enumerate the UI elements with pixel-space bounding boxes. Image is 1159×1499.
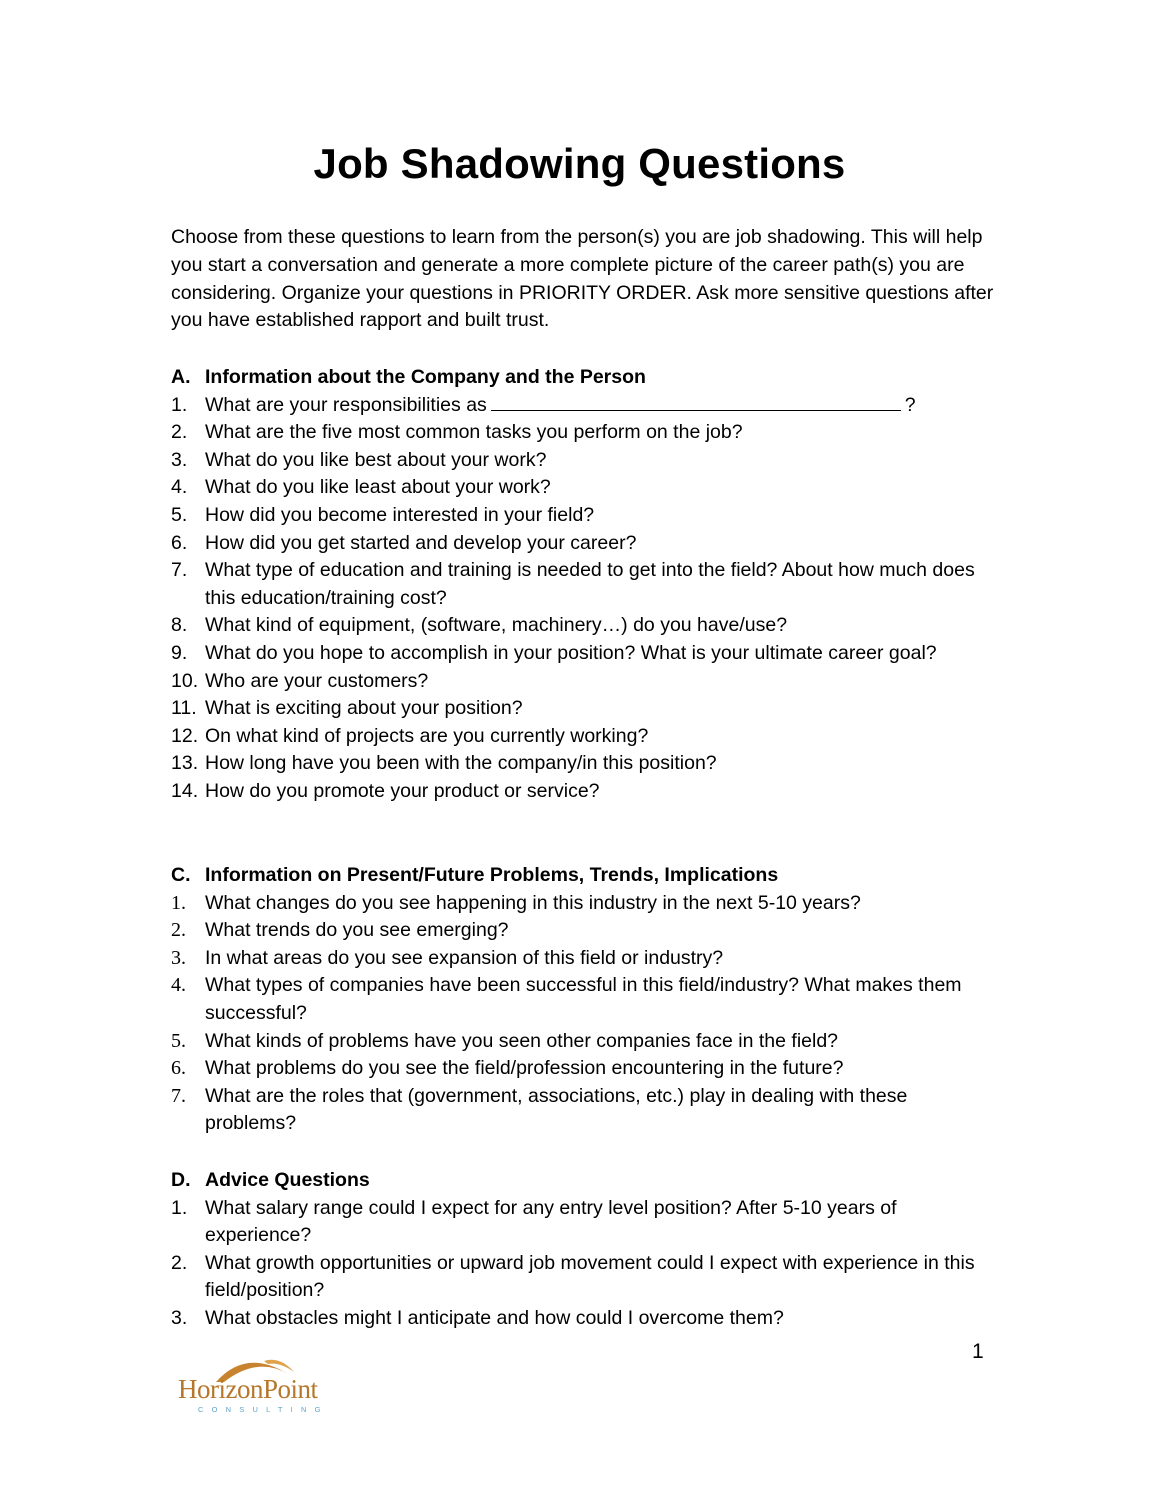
item-text: What do you hope to accomplish in your position? What is your ultimate career goal? — [205, 641, 937, 664]
item-text: What problems do you see the field/profession encountering in the future? — [205, 1057, 844, 1080]
list-item — [171, 890, 1001, 918]
item-number: 4. — [171, 476, 188, 499]
list-item — [171, 723, 1001, 751]
section-heading — [171, 364, 1001, 392]
item-text: What kinds of problems have you seen other companies face in the field? — [205, 1029, 839, 1052]
item-number: 1. — [171, 393, 188, 416]
logo-wordmark: HorizonPoint — [178, 1374, 318, 1404]
item-text: What are the roles that (government, associations, etc.) play in dealing with these problems? — [205, 1084, 908, 1135]
section-company-person — [171, 364, 1001, 806]
item-number: 10. — [171, 669, 199, 692]
item-text: What kind of equipment, (software, machinery…) do you have/use? — [205, 614, 788, 637]
item-text: What changes do you see happening in this industry in the next 5-10 years? — [205, 891, 861, 914]
list-item — [171, 1250, 1001, 1305]
section-marker: D. — [171, 1169, 191, 1191]
item-text: What types of companies have been successful in this field/industry? What makes them successful? — [205, 974, 962, 1024]
section-heading — [171, 862, 1001, 890]
list-item — [171, 1083, 1001, 1138]
section-advice — [171, 1167, 1001, 1333]
item-number: 3. — [171, 448, 188, 471]
list-item — [171, 695, 1001, 723]
item-text: What are the five most common tasks you perform on the job? — [205, 421, 743, 444]
item-text: In what areas do you see expansion of this field or industry? — [205, 946, 724, 969]
item-text: What are your responsibilities as — [205, 393, 487, 416]
item-number: 6. — [171, 1057, 186, 1080]
item-number: 12. — [171, 724, 199, 747]
item-text: What do you like least about your work? — [205, 476, 551, 499]
item-text: What salary range could I expect for any entry level position? After 5-10 years of experience? — [205, 1196, 897, 1247]
section-marker: C. — [171, 864, 191, 886]
item-number: 7. — [171, 559, 188, 582]
item-text: What trends do you see emerging? — [205, 919, 509, 942]
item-number: 14. — [171, 779, 199, 802]
list-item — [171, 750, 1001, 778]
item-number: 11. — [171, 697, 197, 720]
item-text: On what kind of projects are you currently working? — [205, 724, 649, 747]
item-number: 2. — [171, 919, 186, 942]
company-logo — [176, 1352, 346, 1422]
list-item — [171, 778, 1001, 806]
item-number: 1. — [171, 1196, 188, 1219]
list-item — [171, 474, 1001, 502]
list-item — [171, 502, 1001, 530]
section-problems-trends — [171, 862, 1001, 1138]
item-number: 9. — [171, 641, 188, 664]
logo-tagline: CONSULTING — [198, 1405, 329, 1414]
item-text: How do you promote your product or service? — [205, 779, 600, 802]
item-number: 3. — [171, 946, 186, 969]
fill-in-blank[interactable] — [491, 392, 901, 411]
item-text: How did you become interested in your field? — [205, 503, 595, 526]
list-item — [171, 1055, 1001, 1083]
item-number: 8. — [171, 614, 188, 637]
item-text: What do you like best about your work? — [205, 448, 547, 471]
item-number: 13. — [171, 752, 199, 775]
list-item — [171, 640, 1001, 668]
item-number: 1. — [171, 891, 186, 914]
item-number: 2. — [171, 1251, 188, 1274]
item-number: 7. — [171, 1084, 186, 1107]
list-item — [171, 1028, 1001, 1056]
list-item — [171, 668, 1001, 696]
item-number: 2. — [171, 421, 188, 444]
item-text: What obstacles might I anticipate and how could I overcome them? — [205, 1306, 784, 1329]
list-item — [171, 945, 1001, 973]
list-item — [171, 557, 1001, 612]
section-title: Information on Present/Future Problems, Trends, Implications — [205, 864, 779, 886]
list-item — [171, 1195, 1001, 1250]
item-text: Who are your customers? — [205, 669, 429, 692]
list-item — [171, 972, 1001, 1027]
intro-paragraph: Choose from these questions to learn from the person(s) you are job shadowing. This will help you start a conversation and generate a more complete picture of the career path(s) you are considering. Organize your questions in PRIORITY ORDER. Ask more sensitive questions after you have established rapport and built trust. — [171, 226, 994, 332]
item-text: How long have you been with the company/in this position? — [205, 752, 717, 775]
section-marker: A. — [171, 366, 191, 388]
list-item — [171, 612, 1001, 640]
list-item — [171, 419, 1001, 447]
item-number: 6. — [171, 531, 188, 554]
item-text: What is exciting about your position? — [205, 697, 523, 720]
list-item — [171, 917, 1001, 945]
item-text: What growth opportunities or upward job movement could I expect with experience in this field/position? — [205, 1251, 975, 1302]
page-title: Job Shadowing Questions — [313, 140, 846, 187]
list-item — [171, 392, 1001, 420]
item-text: How did you get started and develop your career? — [205, 531, 637, 554]
list-item — [171, 1305, 1001, 1333]
item-number: 5. — [171, 1029, 186, 1052]
item-number: 4. — [171, 974, 186, 997]
item-suffix: ? — [904, 393, 916, 416]
list-item — [171, 447, 1001, 475]
section-heading — [171, 1167, 1001, 1195]
section-title: Information about the Company and the Person — [205, 366, 646, 388]
item-number: 3. — [171, 1306, 188, 1329]
list-item — [171, 530, 1001, 558]
section-title: Advice Questions — [205, 1169, 370, 1191]
item-text: What type of education and training is needed to get into the field? About how much does this education/training cost? — [205, 559, 975, 609]
item-number: 5. — [171, 503, 188, 526]
page-number: 1 — [972, 1340, 984, 1363]
